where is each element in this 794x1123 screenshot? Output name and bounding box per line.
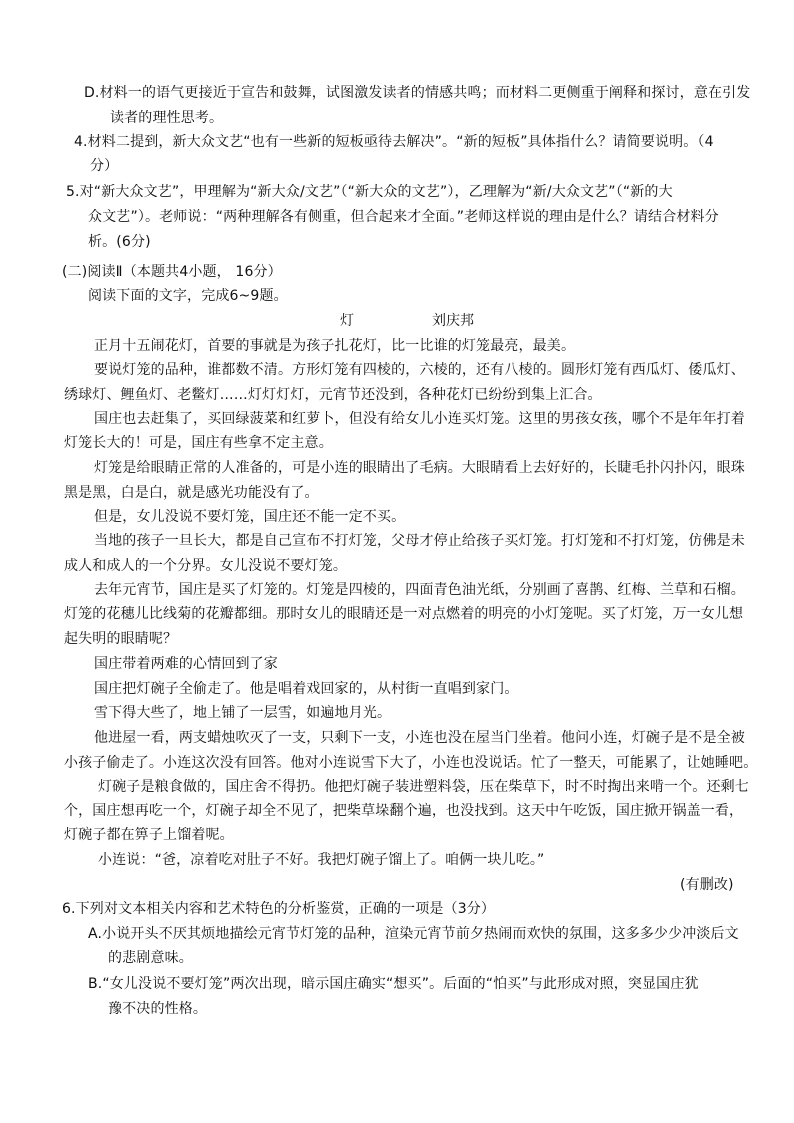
story-line: 当地的孩子一旦长大，都是自己宣布不打灯笼，父母才停止给孩子买灯笼。打灯笼和不打灯笼，仿佛是未 (94, 533, 745, 549)
story-line: 正月十五闹花灯，首要的事就是为孩子扎花灯，比一比谁的灯笼最亮，最美。 (94, 338, 576, 354)
story-line: 小孩子偷走了。小连这次没有回答。他对小连说雪下大了，小连也没说话。忙了一整天，可能累了，让她睡吧。 (64, 755, 758, 771)
question-6-option-b-line-2: 豫不决的性格。 (108, 1001, 208, 1017)
question-6-option-a-line-1: A.小说开头不厌其烦地描绘元宵节灯笼的品种，渲染元宵节前夕热闹而欢快的氛围，这多多少少冲淡后文 (88, 926, 739, 942)
question-6-option-b-line-1: B.“女儿没说不要灯笼”两次出现，暗示国庄确实“想买”。后面的“怕买”与此形成对照，突显国庄犹 (88, 976, 699, 992)
story-line: 小连说：“爸，凉着吃对肚子不好。我把灯碗子馏上了。咱俩一块儿吃。” (98, 852, 545, 868)
question-5-line-3: 析。(6分) (88, 234, 151, 250)
question-5-line-1: 5.对“新大众文艺”，甲理解为“新大众/文艺”（“新大众的文艺”），乙理解为“新/大众文艺”（“新的大 (66, 184, 673, 200)
story-line: 要说灯笼的品种，谁都数不清。方形灯笼有四棱的，六棱的，还有八棱的。圆形灯笼有西瓜灯、倭瓜灯、 (94, 362, 745, 378)
question-4-line-1: 4.材料二提到，新大众文艺“也有一些新的短板亟待去解决”。“新的短板”具体指什么？请简要说明。（4 (74, 134, 714, 150)
story-line: 个，国庄想再吃一个，灯碗子却全不见了，把柴草垛翻个遍，也没找到。这天中午吃饭，国庄掀开锅盖一看， (64, 803, 744, 819)
story-author: 刘庆邦 (432, 313, 474, 329)
story-line: 灯碗子都在箅子上馏着呢。 (64, 827, 234, 843)
option-d-line-1: D.材料一的语气更接近于宣告和鼓舞，试图激发读者的情感共鸣；而材料二更侧重于阐释和探讨，意在引发 (84, 85, 751, 101)
story-line: 他进屋一看，两支蜡烛吹灭了一支，只剩下一支，小连也没在屋当门坐着。他问小连，灯碗子是不是全被 (94, 730, 745, 746)
story-line: 雪下得大些了，地上铺了一层雪，如遍地月光。 (94, 705, 392, 721)
question-6-stem: 6.下列对文本相关内容和艺术特色的分析鉴赏，正确的一项是（3分） (62, 901, 496, 917)
story-line: 灯笼是给眼睛正常的人准备的，可是小连的眼睛出了毛病。大眼睛看上去好好的，长睫毛扑闪扑闪，眼珠 (94, 460, 745, 476)
option-d-line-2: 读者的理性思考。 (110, 110, 224, 126)
story-line: 成人和成人的一个分界。女儿没说不要灯笼。 (64, 558, 347, 574)
story-line: 灯笼长大的！可是，国庄有些拿不定主意。 (64, 435, 333, 451)
story-title-row (0, 312, 794, 330)
question-4-line-2: 分） (90, 158, 119, 174)
story-line: 国庄把灯碗子全偷走了。他是唱着戏回家的，从村街一直唱到家门。 (94, 681, 519, 697)
story-title: 灯 (340, 313, 354, 329)
story-line: 灯碗子是粮食做的，国庄舍不得扔。他把灯碗子装进塑料袋，压在柴草下，时不时掏出来啃一个。还剩七 (98, 779, 749, 795)
story-line: 起失明的眼睛呢？ (64, 631, 178, 647)
story-line: 国庄带着两难的心情回到了家 (94, 656, 278, 672)
story-line: 国庄也去赶集了，买回绿菠菜和红萝卜，但没有给女儿小连买灯笼。这里的男孩女孩，哪个不是年年打着 (94, 411, 745, 427)
story-line: 但是，女儿没说不要灯笼，国庄还不能一定不买。 (94, 509, 406, 525)
section-header: (二)阅读Ⅱ（本题共4小题， 16分） (62, 264, 282, 280)
story-line: 黑是黑，白是白，就是感光功能没有了。 (64, 485, 319, 501)
reading-instruction: 阅读下面的文字，完成6~9题。 (88, 288, 288, 304)
story-line: 绣球灯、鲤鱼灯、老鳖灯……灯灯灯灯，元宵节还没到，各种花灯已纷纷到集上汇合。 (64, 387, 602, 403)
abridged-note: (有删改) (680, 877, 734, 893)
question-6-option-a-line-2: 的悲剧意味。 (108, 950, 193, 966)
question-5-line-2: 众文艺”）。老师说：“两种理解各有侧重，但合起来才全面。”老师这样说的理由是什么？请结合材料分 (88, 209, 719, 225)
story-line: 灯笼的花穗儿比线菊的花瓣都细。那时女儿的眼睛还是一对点燃着的明亮的小灯笼呢。买了灯笼，万一女儿想 (64, 606, 744, 622)
story-line: 去年元宵节，国庄是买了灯笼的。灯笼是四棱的，四面青色油光纸，分别画了喜鹊、红梅、兰草和石榴。 (94, 582, 745, 598)
